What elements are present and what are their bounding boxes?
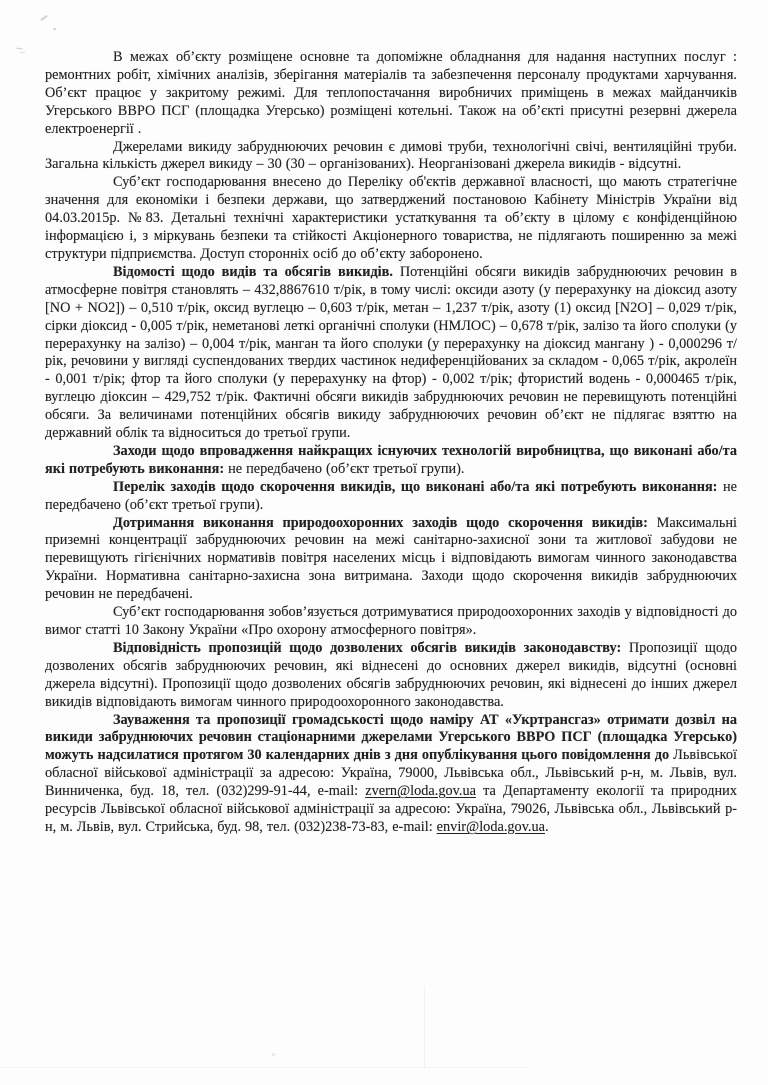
email-text: zvern@loda.gov.ua [365,783,476,800]
text-run: Пропозиції щодо дозволених обсягів забруднюючих речовин, які віднесені до основних джерел викидів, відсутні (основні джерела відсутні). Пропозиції щодо дозволених обсягів забруднюючих речовин, які віднесені до інших джерел викидів відповідають вимогам чинного природоохоронного законодавства. [45,639,737,710]
text-run: Суб’єкт господарювання внесено до Переліку об'єктів державної власності, що мають стратегічне значення для економіки і безпеки держави, що затверджений постановою Кабінету Міністрів України від 04.03.2015р. №83. Детальні технічні характеристики устаткування та об’єкту в цілому є конфіденційною інформацією і, з міркувань безпеки та стійкості Акціонерного товариства, не підлягають поширенню за межі структури підприємства. Доступ сторонніх осіб до об’єкту заборонено. [45,174,737,262]
text-run: Львівської обласної військової адміністрації за адресою: Україна, 79000, Львівська обл., Львівський р-н, м. Львів, вул. Винниченка, буд. 18, тел. (032)299-91-44, e-mail: [45,747,737,800]
pencil-mark [40,15,47,21]
paragraph-best-technologies-measures [45,443,737,479]
paragraph-proposals-compliance [45,640,737,712]
paragraph-facility-description [45,49,737,139]
bold-heading-run: Дотримання виконання природоохоронних заходів щодо скорочення викидів: [113,514,648,531]
text-run: не передбачено (об’єкт третьої групи). [45,478,737,513]
pencil-mark [53,28,56,30]
text-run: Джерелами викиду забруднюючих речовин є димові труби, технологічні свічі, вентиляційні труби. Загальна кількість джерел викиду – 30 (30 – організованих). Неорганізовані джерела викидів - відсутні. [45,138,737,173]
text-run: не передбачено (об’єкт третьої групи). [224,460,465,477]
scan-artifact-dot [272,1053,275,1056]
bold-heading-run: Заходи щодо впровадження найкращих існуючих технологій виробництва, що виконані або/та які потребують виконання: [45,442,737,477]
pencil-mark [20,52,25,54]
bold-heading-run: Зауваження та пропозиції громадськості щодо наміру АТ «Укртрансгаз» отримати дозвіл на викиди забруднюючих речовин стаціонарними джерелами Угерського ВВРО ПСГ (площадка Угерсько) можуть надсилатися протягом 30 календарних днів з дня опублікування цього повідомлення до [45,711,737,764]
bold-heading-run: Відповідність пропозицій щодо дозволених обсягів викидів законодавству: [113,639,622,656]
bold-heading-run: Перелік заходів щодо скорочення викидів, що виконані або/та які потребують виконання: [113,478,718,495]
pencil-mark [16,48,23,50]
scan-artifact-vertical-line [424,986,425,1068]
document-body [45,49,737,837]
paragraph-emission-sources [45,139,737,175]
text-run: Максимальні приземні концентрації забруднюючих речовин на межі санітарно-захисної зони та житлової забудови не перевищують гігієнічних нормативів повітря населених місць і відповідають вимогам чинного законодавства України. Нормативна санітарно-захисна зона витримана. Заходи щодо скорочення викидів забруднюючих речовин не передбачені. [45,514,737,603]
paragraph-operator-commitment [45,604,737,640]
paragraph-environmental-compliance [45,515,737,605]
text-run: та Департаменту екології та природних ресурсів Львівської обласної військової адміністрації за адресою: Україна, 79026, Львівська обл., Львівський р-н, м. Львів, вул. Стрийська, буд. 98, тел. (032)238-73-83, e-mail: [45,783,737,835]
email-text: envir@loda.gov.ua [436,818,545,835]
paragraph-emission-types-volumes [45,264,737,443]
text-run: . [545,818,549,835]
text-run: В межах об’єкту розміщене основне та допоміжне обладнання для надання наступних послуг : ремонтних робіт, хімічних аналізів, зберігання матеріалів та забезпечення персоналу продуктами харчування. Об’єкт працює у закритому режимі. Для теплопостачання виробничих приміщень в межах майданчиків Угерського ВВРО ПСГ (площадка Угерсько) розміщені котельні. Також на об’єкті присутні резервні джерела електроенергії . [45,49,737,137]
paragraph-emission-reduction-measures-list [45,479,737,515]
scan-artifact-horizontal-line [0,1067,527,1068]
paragraph-strategic-object-confidentiality [45,174,737,264]
text-run: Потенційні обсяги викидів забруднюючих речовин в атмосферне повітря становлять – 432,8867610 т/рік, в тому числі: оксиди азоту (у перерахунку на діоксид азоту [NO + NO2]) – 0,510 т/рік, оксид вуглецю – 0,603 т/рік, метан – 1,237 т/рік, азоту (1) оксид [N2O] – 0,029 т/рік, сірки діоксид - 0,005 т/рік, неметанові леткі органічні сполуки (НМЛОС) – 0,678 т/рік, залізо та його сполуки (у перерахунку на залізо) – 0,004 т/рік, манган та його сполуки (у перерахунку на діоксид мангану ) - 0,000296 т/рік, речовини у вигляді суспендованих твердих частинок недиференційованих за складом - 0,065 т/рік, акролеїн - 0,001 т/рік; фтор та його сполуки (у перерахунку на фтор) - 0,002 т/рік; фтористий водень - 0,000465 т/рік, вуглецю діоксин – 429,752 т/рік. Фактичні обсяги викидів забруднюючих речовин не перевищують потенційні обсяги. За величинами потенційних обсягів викиду забруднюючих речовин об’єкт не підлягає взяттю на державний облік та відноситься до третьої групи. [45,263,737,442]
paragraph-public-comments-contacts [45,712,737,837]
bold-heading-run: Відомості щодо видів та обсягів викидів. [113,263,393,280]
text-run: Суб’єкт господарювання зобов’язується дотримуватися природоохоронних заходів у відповідності до вимог статті 10 Закону України «Про охорону атмосферного повітря». [45,604,737,638]
